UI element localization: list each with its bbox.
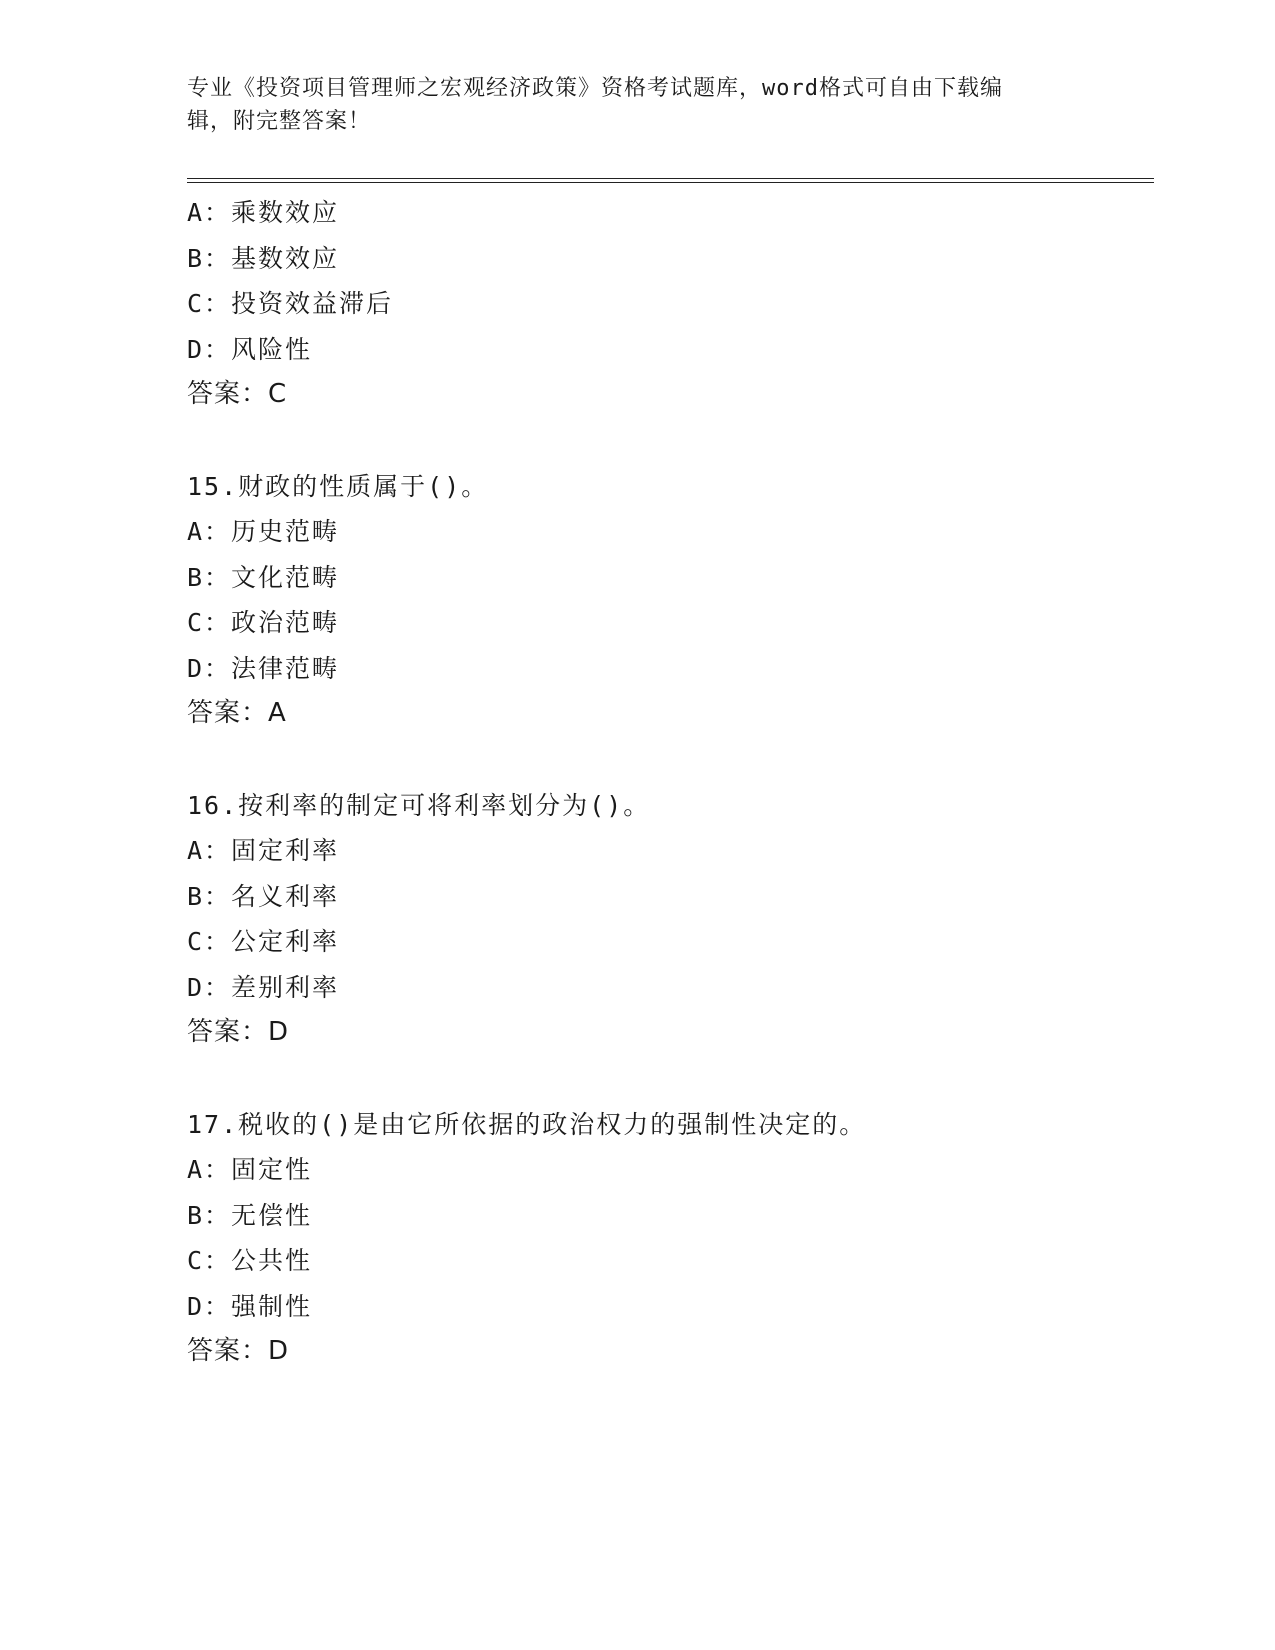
option-d: D：风险性: [187, 334, 313, 364]
option-d: D：法律范畴: [187, 653, 340, 683]
option-b: B：文化范畴: [187, 562, 340, 592]
header-line-1: 专业《投资项目管理师之宏观经济政策》资格考试题库，word格式可自由下载编: [187, 76, 1003, 101]
question-block-16: [187, 783, 1147, 1056]
option-c: C：投资效益滞后: [187, 289, 394, 318]
answer-line: 答案：D: [187, 1017, 290, 1047]
option-c: C：公定利率: [187, 927, 340, 956]
header-divider: [187, 178, 1154, 183]
option-a: A：乘数效应: [187, 198, 340, 227]
question-list: [187, 190, 1147, 1375]
answer-line: 答案：A: [187, 698, 287, 728]
question-text: 15.财政的性质属于()。: [187, 471, 489, 501]
header-line-2: 辑，附完整答案！: [187, 109, 372, 134]
answer-line: 答案：C: [187, 379, 288, 409]
option-b: B：名义利率: [187, 881, 340, 911]
question-text: 17.税收的()是由它所依据的政治权力的强制性决定的。: [187, 1109, 867, 1139]
option-d: D：差别利率: [187, 972, 340, 1002]
document-header: [187, 72, 1067, 138]
question-block-17: [187, 1102, 1147, 1375]
option-c: C：公共性: [187, 1246, 313, 1275]
option-a: A：历史范畴: [187, 517, 340, 546]
option-b: B：无偿性: [187, 1200, 313, 1230]
option-b: B：基数效应: [187, 243, 340, 273]
option-d: D：强制性: [187, 1291, 313, 1321]
question-block-15: [187, 464, 1147, 737]
question-text: 16.按利率的制定可将利率划分为()。: [187, 790, 651, 820]
option-a: A：固定利率: [187, 836, 340, 865]
option-c: C：政治范畴: [187, 608, 340, 637]
option-a: A：固定性: [187, 1155, 313, 1184]
question-block-14: [187, 190, 1147, 418]
answer-line: 答案：D: [187, 1336, 290, 1366]
